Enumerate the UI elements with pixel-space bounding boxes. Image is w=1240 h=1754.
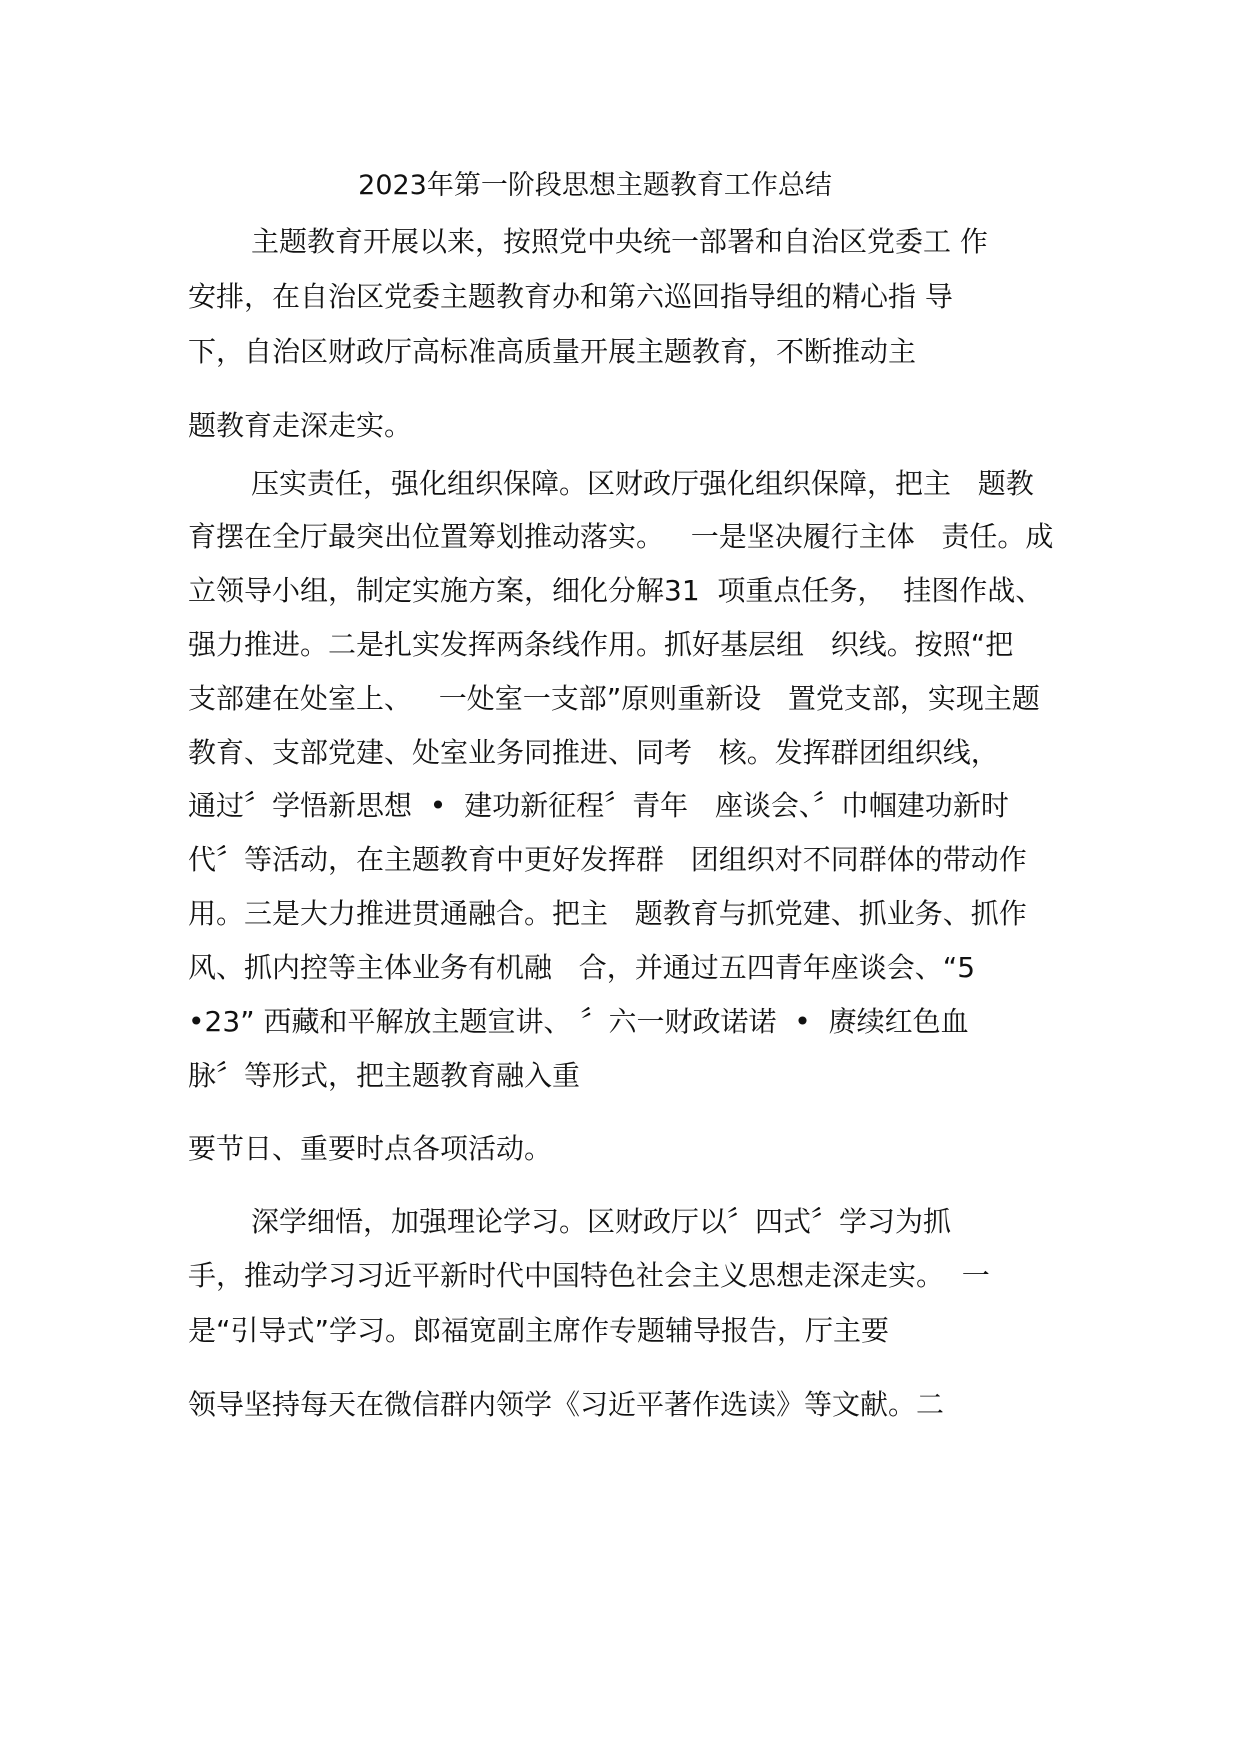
text-line: 深学细悟，加强理论学习。区财政厅以〞四式〞学习为抓 bbox=[251, 1205, 952, 1238]
text-line: 育摆在全厅最突出位置筹划推动落实。 一是坚决履行主体 责任。成 bbox=[188, 520, 1054, 553]
text-line: 立领导小组，制定实施方案，细化分解31 项重点任务， 挂图作战、 bbox=[188, 574, 1044, 607]
text-line: 通过〞学悟新思想 • 建功新征程〞青年 座谈会、〞巾帼建功新时 bbox=[188, 789, 1009, 822]
text-line: 教育、支部党建、处室业务同推进、同考 核。发挥群团组织线， bbox=[188, 736, 999, 769]
text-line: 手，推动学习习近平新时代中国特色社会主义思想走深走实。 一 bbox=[188, 1259, 990, 1292]
text-line: 是“引导式”学习。郎福宽副主席作专题辅导报告，厅主要 bbox=[188, 1314, 890, 1347]
text-line: 强力推进。二是扎实发挥两条线作用。抓好基层组 织线。按照“把 bbox=[188, 628, 1014, 661]
text-line: 风、抓内控等主体业务有机融 合，并通过五四青年座谈会、“5 bbox=[188, 951, 976, 984]
text-line: 安排，在自治区党委主题教育办和第六巡回指导组的精心指 导 bbox=[188, 280, 953, 313]
text-line: 要节日、重要时点各项活动。 bbox=[188, 1132, 553, 1165]
document-title: 2023年第一阶段思想主题教育工作总结 bbox=[358, 170, 832, 201]
text-line: 领导坚持每天在微信群内领学《习近平著作选读》等文献。二 bbox=[188, 1388, 945, 1421]
text-line: 下，自治区财政厅高标准高质量开展主题教育，不断推动主 bbox=[188, 335, 917, 368]
text-line: 代〞等活动，在主题教育中更好发挥群 团组织对不同群体的带动作 bbox=[188, 843, 1027, 876]
text-line: 主题教育开展以来，按照党中央统一部署和自治区党委工 作 bbox=[251, 225, 988, 258]
text-line: 支部建在处室上、 一处室一支部”原则重新设 置党支部，实现主题 bbox=[188, 682, 1040, 715]
text-line: •23” 西藏和平解放主题宣讲、 〞六一财政诺诺 • 赓续红色血 bbox=[188, 1005, 969, 1038]
text-line: 脉〞等形式，把主题教育融入重 bbox=[188, 1059, 581, 1092]
text-line: 用。三是大力推进贯通融合。把主 题教育与抓党建、抓业务、抓作 bbox=[188, 897, 1027, 930]
text-line: 压实责任，强化组织保障。区财政厅强化组织保障，把主 题教 bbox=[251, 467, 1034, 500]
text-line: 题教育走深走实。 bbox=[188, 409, 413, 442]
